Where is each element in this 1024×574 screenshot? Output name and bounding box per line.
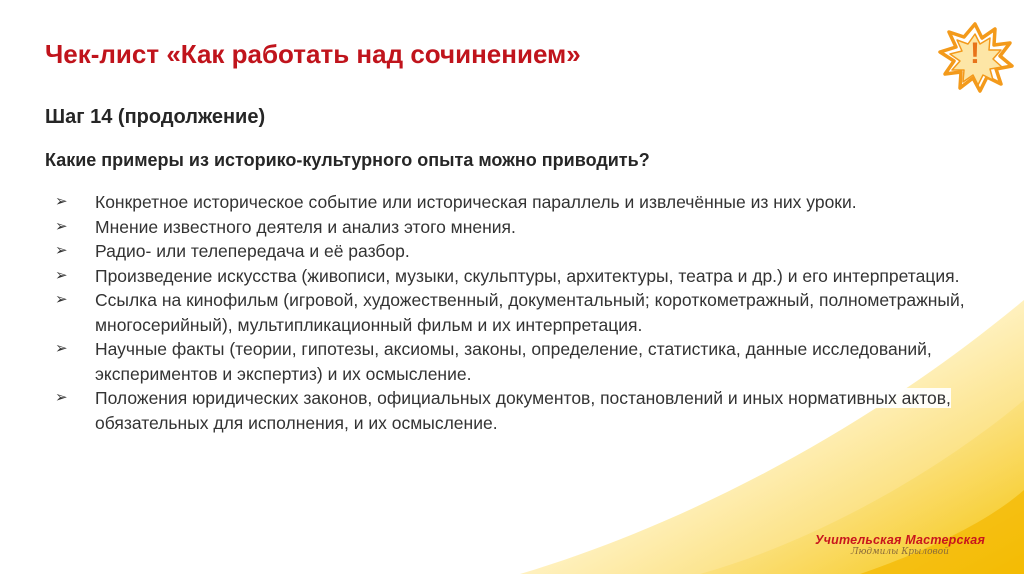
arrow-bullet-icon: ➢ <box>55 242 68 259</box>
list-item <box>45 386 965 435</box>
list-item <box>45 337 965 386</box>
list-item <box>45 190 965 215</box>
list-item-text: Положения юридических законов, официальных документов, постановлений и иных нормативных актов, обязательных для исполнения, и их осмысление. <box>95 388 951 433</box>
brand-subtitle: Людмилы Крыловой <box>851 547 949 557</box>
arrow-bullet-icon: ➢ <box>55 291 68 308</box>
brand-name: Учительская Мастерская <box>814 533 986 547</box>
list-item-text: Конкретное историческое событие или историческая параллель и извлечённые из них уроки. <box>95 192 857 212</box>
arrow-bullet-icon: ➢ <box>55 389 68 406</box>
arrow-bullet-icon: ➢ <box>55 193 68 210</box>
list-item-text: Ссылка на кинофильм (игровой, художественный, документальный; короткометражный, полнометражный, многосерийный), мультипликационный фильм и их интерпретация. <box>95 290 965 335</box>
list-item-text: Произведение искусства (живописи, музыки, скульптуры, архитектуры, театра и др.) и его интерпретация. <box>95 265 960 286</box>
arrow-bullet-icon: ➢ <box>55 340 68 357</box>
list-item <box>45 239 965 264</box>
list-item-text: Мнение известного деятеля и анализ этого мнения. <box>95 216 516 237</box>
section-question: Какие примеры из историко-культурного опыта можно приводить? <box>45 150 650 170</box>
step-subtitle: Шаг 14 (продолжение) <box>45 106 266 128</box>
list-item <box>45 215 965 240</box>
list-item <box>45 264 965 289</box>
list-item <box>45 288 965 337</box>
list-item-text: Радио- или телепередача и её разбор. <box>95 241 410 261</box>
examples-list <box>45 190 965 435</box>
arrow-bullet-icon: ➢ <box>55 266 68 284</box>
slide-title: Чек-лист «Как работать над сочинением» <box>45 39 581 69</box>
arrow-bullet-icon: ➢ <box>55 217 68 235</box>
brand-logo <box>800 533 1000 558</box>
badge-symbol: ! <box>970 37 980 70</box>
list-item-text: Научные факты (теории, гипотезы, аксиомы, законы, определение, статистика, данные исследований, экспериментов и экспертиз) и их осмысление. <box>95 339 932 384</box>
exclamation-badge-icon <box>935 20 1015 94</box>
